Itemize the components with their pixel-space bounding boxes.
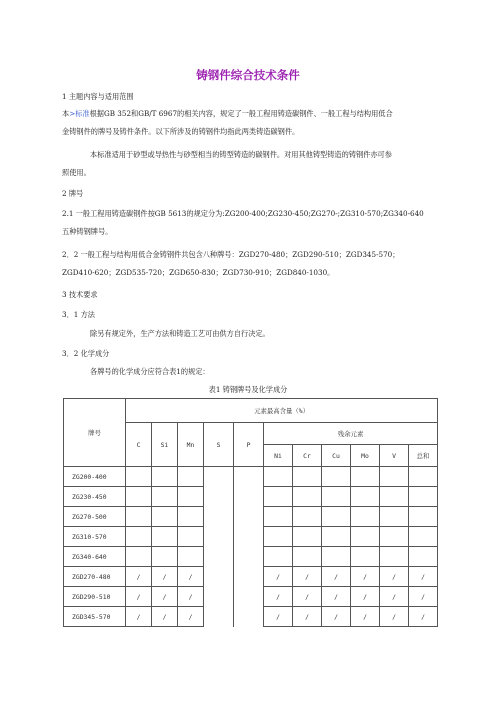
slash-cell: / xyxy=(126,587,152,607)
empty-cell xyxy=(264,487,293,507)
empty-cell xyxy=(152,467,178,487)
empty-cell xyxy=(409,467,438,487)
empty-cell xyxy=(409,547,438,567)
empty-cell xyxy=(152,547,178,567)
element-header: Mn xyxy=(178,423,204,467)
section-2-heading: 2 牌号 xyxy=(62,189,84,198)
element-header: C xyxy=(126,423,152,467)
slash-cell: / xyxy=(322,607,351,627)
slash-cell: / xyxy=(409,567,438,587)
grade-cell: ZGD290-510 xyxy=(64,587,126,607)
slash-cell: / xyxy=(293,587,322,607)
table-row xyxy=(64,527,438,547)
element-header: S xyxy=(204,423,234,467)
empty-cell xyxy=(351,547,380,567)
empty-cell xyxy=(204,607,234,627)
empty-cell xyxy=(351,467,380,487)
empty-cell xyxy=(264,507,293,527)
slash-cell: / xyxy=(409,607,438,627)
empty-cell xyxy=(264,547,293,567)
empty-cell xyxy=(178,467,204,487)
section-2-1-line-1: 2.1 一般工程用铸造碳钢件按GB 5613的规定分为:ZG200-400;ZG230-450;ZG270-;ZG310-570;ZG340-640 xyxy=(62,209,424,218)
empty-cell xyxy=(234,467,264,487)
slash-cell: / xyxy=(322,587,351,607)
table-row xyxy=(64,607,438,627)
slash-cell: / xyxy=(351,587,380,607)
table-row xyxy=(64,507,438,527)
element-header: Si xyxy=(152,423,178,467)
slash-cell: / xyxy=(293,607,322,627)
section-2-2-line-1: 2．2 一般工程与结构用低合金铸钢件共包含八种牌号：ZGD270-480；ZGD290-510；ZGD345-570； xyxy=(62,250,400,259)
residual-elements-header: 残余元素 xyxy=(264,423,438,445)
empty-cell xyxy=(204,567,234,587)
residual-element-header: Cu xyxy=(322,445,351,467)
empty-cell xyxy=(322,547,351,567)
empty-cell xyxy=(126,467,152,487)
slash-cell: / xyxy=(380,607,409,627)
empty-cell xyxy=(126,507,152,527)
empty-cell xyxy=(204,507,234,527)
table-caption: 表1 铸钢牌号及化学成分 xyxy=(208,385,288,394)
empty-cell xyxy=(234,547,264,567)
empty-cell xyxy=(293,507,322,527)
section-1-paragraph-2-line-2: 照使用。 xyxy=(62,168,91,177)
empty-cell xyxy=(380,487,409,507)
element-header: P xyxy=(234,423,264,467)
empty-cell xyxy=(234,487,264,507)
residual-element-header: V xyxy=(380,445,409,467)
empty-cell xyxy=(178,487,204,507)
empty-cell xyxy=(126,527,152,547)
empty-cell xyxy=(322,487,351,507)
slash-cell: / xyxy=(126,607,152,627)
empty-cell xyxy=(264,467,293,487)
table-row xyxy=(64,547,438,567)
empty-cell xyxy=(322,527,351,547)
empty-cell xyxy=(126,547,152,567)
empty-cell xyxy=(178,547,204,567)
empty-cell xyxy=(234,607,264,627)
grade-cell: ZG310-570 xyxy=(64,527,126,547)
max-content-header: 元素最高含量（%） xyxy=(126,399,438,423)
empty-cell xyxy=(234,527,264,547)
empty-cell xyxy=(380,527,409,547)
empty-cell xyxy=(234,567,264,587)
empty-cell xyxy=(152,487,178,507)
empty-cell xyxy=(204,527,234,547)
paragraph-text: 根据GB 352和GB/T 6967的相关内容，规定了一般工程用铸造碳钢件、一般工程与结构用低合 xyxy=(89,109,393,118)
empty-cell xyxy=(178,507,204,527)
slash-cell: / xyxy=(264,587,293,607)
grade-cell: ZGD270-480 xyxy=(64,567,126,587)
slash-cell: / xyxy=(264,607,293,627)
slash-cell: / xyxy=(152,567,178,587)
section-3-1-heading: 3．1 方法 xyxy=(62,310,95,319)
empty-cell xyxy=(204,547,234,567)
empty-cell xyxy=(409,487,438,507)
empty-cell xyxy=(351,527,380,547)
standard-link[interactable]: >标准 xyxy=(69,109,90,118)
empty-cell xyxy=(322,507,351,527)
grade-cell: ZG230-450 xyxy=(64,487,126,507)
grade-cell: ZG200-400 xyxy=(64,467,126,487)
section-1-paragraph-2: 本标准适用于砂型或导热性与砂型相当的铸型铸造的碳钢件。对用其他铸型铸造的铸钢件亦可参 xyxy=(90,150,392,159)
empty-cell xyxy=(293,547,322,567)
empty-cell xyxy=(234,587,264,607)
residual-element-header: 总和 xyxy=(409,445,438,467)
chemical-composition-table xyxy=(63,398,438,627)
empty-cell xyxy=(293,527,322,547)
empty-cell xyxy=(178,527,204,547)
table-row xyxy=(64,467,438,487)
table-row xyxy=(64,487,438,507)
empty-cell xyxy=(152,527,178,547)
slash-cell: / xyxy=(152,607,178,627)
section-1-heading: 1 主题内容与适用范围 xyxy=(62,92,134,101)
slash-cell: / xyxy=(380,587,409,607)
table-body xyxy=(64,399,438,627)
grade-cell: ZGD345-570 xyxy=(64,607,126,627)
table-row xyxy=(64,587,438,607)
section-2-2-line-2: ZGD410-620；ZGD535-720；ZGD650-830；ZGD730-910；ZGD840-1030。 xyxy=(62,268,335,277)
grade-header: 牌号 xyxy=(64,399,126,467)
slash-cell: / xyxy=(152,587,178,607)
empty-cell xyxy=(204,467,234,487)
residual-element-header: Cr xyxy=(293,445,322,467)
section-3-2-heading: 3．2 化学成分 xyxy=(62,349,110,358)
document-title: 铸钢件综合技术条件 xyxy=(196,68,300,82)
empty-cell xyxy=(204,587,234,607)
slash-cell: / xyxy=(178,567,204,587)
slash-cell: / xyxy=(178,607,204,627)
slash-cell: / xyxy=(322,567,351,587)
grade-cell: ZG270-500 xyxy=(64,507,126,527)
slash-cell: / xyxy=(351,567,380,587)
empty-cell xyxy=(351,487,380,507)
empty-cell xyxy=(351,507,380,527)
section-2-1-line-2: 五种铸钢牌号。 xyxy=(62,227,113,236)
grade-cell: ZG340-640 xyxy=(64,547,126,567)
empty-cell xyxy=(380,467,409,487)
section-1-paragraph-1 xyxy=(62,109,393,119)
slash-cell: / xyxy=(351,607,380,627)
empty-cell xyxy=(152,507,178,527)
empty-cell xyxy=(204,487,234,507)
slash-cell: / xyxy=(264,567,293,587)
empty-cell xyxy=(126,487,152,507)
empty-cell xyxy=(380,507,409,527)
slash-cell: / xyxy=(178,587,204,607)
section-3-heading: 3 技术要求 xyxy=(62,290,98,299)
empty-cell xyxy=(322,467,351,487)
section-1-paragraph-1-line-2: 金铸钢件的牌号及铸件条件。以下所涉及的铸钢件均指此两类铸造碳钢件。 xyxy=(62,127,300,136)
table-row xyxy=(64,567,438,587)
section-3-1-text: 除另有规定外，生产方法和铸造工艺可由供方自行决定。 xyxy=(90,329,270,338)
slash-cell: / xyxy=(409,587,438,607)
residual-element-header: Ni xyxy=(264,445,293,467)
empty-cell xyxy=(409,527,438,547)
empty-cell xyxy=(293,487,322,507)
paragraph-prefix: 本 xyxy=(62,109,70,118)
slash-cell: / xyxy=(293,567,322,587)
empty-cell xyxy=(234,507,264,527)
section-3-2-text: 各牌号的化学成分应符合表1的规定： xyxy=(90,367,210,376)
empty-cell xyxy=(380,547,409,567)
empty-cell xyxy=(264,527,293,547)
slash-cell: / xyxy=(126,567,152,587)
residual-element-header: Mo xyxy=(351,445,380,467)
empty-cell xyxy=(409,507,438,527)
slash-cell: / xyxy=(380,567,409,587)
empty-cell xyxy=(293,467,322,487)
